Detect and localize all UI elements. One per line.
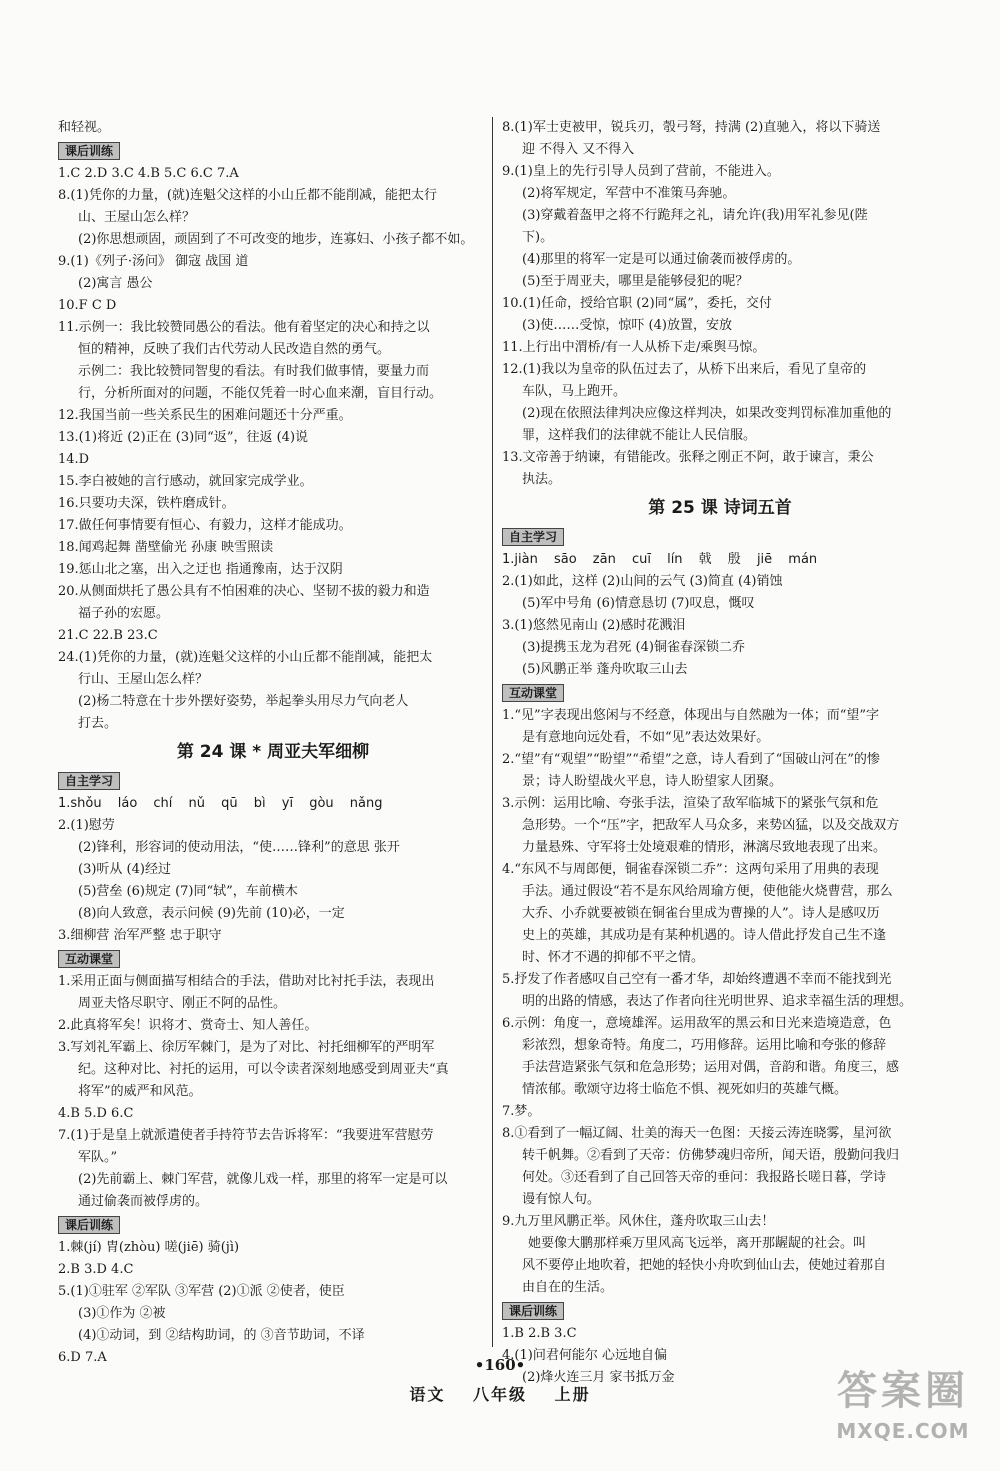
answer-line: 8.①看到了一幅辽阔、壮美的海天一色图：天接云涛连晓雾，星河欲 — [502, 1126, 892, 1141]
section-header-wrap — [58, 1213, 488, 1237]
answer-line: 和轻视。 — [58, 120, 111, 135]
answer-line: 11.示例一：我比较赞同愚公的看法。他有着坚定的决心和持之以 — [58, 320, 430, 335]
answer-line: 8.(1)凭你的力量，(就)连魁父这样的小山丘都不能削减，能把太行 — [58, 188, 437, 203]
answer-line: (2)锋利，形容词的使动用法，“使……锋利”的意思 张开 — [78, 840, 400, 855]
page-number: •160• — [474, 1356, 526, 1374]
answer-line: 4.(1)问君何能尔 心远地自偏 — [502, 1348, 667, 1363]
section-header: 自主学习 — [58, 772, 120, 790]
section-header-wrap — [58, 139, 488, 163]
answer-line: 通过偷袭而被俘虏的。 — [78, 1194, 209, 1209]
answer-line: (3)①作为 ②被 — [78, 1306, 166, 1321]
answer-line: 13.(1)将近 (2)正在 (3)同“返”，往返 (4)说 — [58, 430, 309, 445]
answer-line: 1.C 2.D 3.C 4.B 5.C 6.C 7.A — [58, 166, 239, 181]
footer-volume: 上册 — [554, 1385, 591, 1404]
watermark-url: MXQE.COM — [836, 1419, 970, 1443]
answer-line: 由自在的生活。 — [522, 1280, 614, 1295]
answer-line: 9.九万里风鹏正举。风休住，蓬舟吹取三山去！ — [502, 1214, 775, 1229]
section-header-wrap — [502, 1299, 938, 1323]
answer-line: (5)军中号角 (6)情意恳切 (7)叹息，慨叹 — [522, 596, 755, 611]
answer-line: 2.“望”有“观望”“盼望”“希望”之意，诗人看到了“国破山河在”的惨 — [502, 752, 880, 767]
answer-line: 手法营造紧张气氛和危急形势；运用对偶，音韵和谐。角度三，感 — [522, 1060, 900, 1075]
answer-line: 2.此真将军矣！识将才、赏奇士、知人善任。 — [58, 1018, 318, 1033]
answer-line: 8.(1)军士吏被甲，锐兵刃，彀弓弩，持满 (2)直驰入，将以下骑送 — [502, 120, 881, 135]
answer-line: 24.(1)凭你的力量，(就)连魁父这样的小山丘都不能削减，能把太 — [58, 650, 433, 665]
answer-line: 她要像大鹏那样乘万里风高飞远举，离开那龌龊的社会。叫 — [528, 1236, 867, 1251]
answer-line: (5)风鹏正举 蓬舟吹取三山去 — [522, 662, 688, 677]
watermark-text: 答案圈 — [837, 1368, 969, 1414]
answer-line: 14.D — [58, 452, 90, 467]
answer-line: 7.(1)于是皇上就派遣使者手持符节去告诉将军：“我要进军营慰劳 — [58, 1128, 434, 1143]
answer-line: 1.jiàn sāo zān cuī lín 戟 殷 jiē mán — [502, 552, 818, 567]
answer-line: 军队。” — [78, 1150, 118, 1165]
footer-grade: 八年级 — [472, 1385, 527, 1404]
answer-line: 打去。 — [78, 716, 118, 731]
answer-line: 手法。通过假设“若不是东风给周瑜方便，使他能火烧曹营，那么 — [522, 884, 893, 899]
answer-line: 纪。这种对比、衬托的运用，可以令读者深刻地感受到周亚夫“真 — [78, 1062, 449, 1077]
answer-line: 4.B 5.D 6.C — [58, 1106, 134, 1121]
answer-line: 风不要停止地吹着，把她的轻快小舟吹到仙山去，使她过着那自 — [522, 1258, 887, 1273]
answer-line: 9.(1)皇上的先行引导人员到了营前，不能进入。 — [502, 164, 780, 179]
answer-line: 力量悬殊、守军将士处境艰难的情形，淋漓尽致地表现了出来。 — [522, 840, 887, 855]
answer-line: 车队，马上跑开。 — [522, 384, 627, 399]
answer-line: 明的出路的情感，表达了作者向往光明世界、追求幸福生活的理想。 — [522, 994, 913, 1009]
answer-line: 示例二：我比较赞同智叟的看法。有时我们做事情，要量力而 — [78, 364, 430, 379]
answer-line: 1.棘(jí) 胄(zhòu) 嗟(jiē) 骑(jì) — [58, 1240, 240, 1255]
answer-line: 2.(1)如此，这样 (2)山间的云气 (3)简直 (4)销蚀 — [502, 574, 783, 589]
answer-line: 谩有惊人句。 — [522, 1192, 601, 1207]
answer-line: 3.示例：运用比喻、夸张手法，渲染了敌军临城下的紧张气氛和危 — [502, 796, 879, 811]
answer-line: 景；诗人盼望战火平息，诗人盼望家人团聚。 — [522, 774, 783, 789]
section-header: 互动课堂 — [502, 684, 564, 702]
answer-line: 2.B 3.D 4.C — [58, 1262, 134, 1277]
answer-line: (2)先前霸上、棘门军营，就像儿戏一样，那里的将军一定是可以 — [78, 1172, 448, 1187]
answer-line: 转千帆舞。②看到了天帝：仿佛梦魂归帝所，闻天语，殷勤问我归 — [522, 1148, 900, 1163]
answer-line: 7.梦。 — [502, 1104, 541, 1119]
answer-line: 6.示例：角度一，意境雄浑。运用敌军的黑云和日光来造境造意，色 — [502, 1016, 892, 1031]
answer-line: 9.(1)《列子·汤问》 御寇 战国 道 — [58, 254, 249, 269]
answer-line: 11.上行出中渭桥/有一人从桥下走/乘舆马惊。 — [502, 340, 766, 355]
section-header: 课后训练 — [58, 142, 120, 160]
answer-line: 3.细柳营 治军严整 忠于职守 — [58, 928, 222, 943]
answer-line: 10.(1)任命，授给官职 (2)同“属”，委托，交付 — [502, 296, 772, 311]
answer-line: 彩浓烈，想象奇特。角度二，巧用修辞。运用比喻和夸张的修辞 — [522, 1038, 887, 1053]
answer-line: (3)使……受惊，惊吓 (4)放置，安放 — [522, 318, 732, 333]
answer-line: 6.D 7.A — [58, 1350, 107, 1365]
section-header: 自主学习 — [502, 528, 564, 546]
answer-line: 5.(1)①驻军 ②军队 ③军营 (2)①派 ②使者，使臣 — [58, 1284, 345, 1299]
section-header-wrap — [58, 947, 488, 971]
answer-line: (8)向人致意，表示问候 (9)先前 (10)必，一定 — [78, 906, 345, 921]
lesson-title: 第 24 课 * 周亚夫军细柳 — [176, 742, 370, 762]
answer-line: 1.“见”字表现出悠闲与不经意，体现出与自然融为一体；而“望”字 — [502, 708, 879, 723]
answer-line: 福子孙的宏愿。 — [78, 606, 170, 621]
answer-line: 史上的英雄，其成功是有某种机遇的。诗人借此抒发自己生不逢 — [522, 928, 887, 943]
lesson-title: 第 25 课 诗词五首 — [648, 498, 792, 518]
answer-line: 恒的精神，反映了我们古代劳动人民改造自然的勇气。 — [78, 342, 391, 357]
answer-line: (2)寓言 愚公 — [78, 276, 153, 291]
answer-line: 行山、王屋山怎么样？ — [78, 672, 209, 687]
section-header-wrap — [502, 681, 938, 705]
answer-line: 1.shǒu láo chí nǔ qū bì yī gòu nǎng — [58, 796, 383, 811]
answer-line: (4)①动词，到 ②结构助词，的 ③音节助词，不译 — [78, 1328, 365, 1343]
answer-line: (2)烽火连三月 家书抵万金 — [522, 1370, 675, 1385]
answer-line: (5)营垒 (6)规定 (7)同“轼”，车前横木 — [78, 884, 298, 899]
section-header-wrap — [58, 769, 488, 793]
answer-line: 3.写刘礼军霸上、徐厉军棘门，是为了对比、衬托细柳军的严明军 — [58, 1040, 435, 1055]
answer-line: 将军”的威严和风范。 — [78, 1084, 202, 1099]
answer-line: 13.文帝善于纳谏，有错能改。张释之刚正不阿，敢于谏言，秉公 — [502, 450, 874, 465]
answer-line: 19.惩山北之塞，出入之迂也 指通豫南，达于汉阴 — [58, 562, 343, 577]
footer-subject: 语文 — [409, 1385, 446, 1404]
answer-line: 10.F C D — [58, 298, 117, 313]
answer-line: (3)提携玉龙为君死 (4)铜雀春深锁二乔 — [522, 640, 745, 655]
answer-line: (4)那里的将军一定是可以通过偷袭而被俘虏的。 — [522, 252, 801, 267]
answer-line: 4.“东风不与周郎便，铜雀春深锁二乔”：这两句采用了用典的表现 — [502, 862, 879, 877]
watermark-logo — [818, 1363, 988, 1463]
answer-line: 12.(1)我以为皇帝的队伍过去了，从桥下出来后，看见了皇帝的 — [502, 362, 867, 377]
answer-line: 周亚夫恪尽职守、刚正不阿的品性。 — [78, 996, 287, 1011]
answer-line: 12.我国当前一些关系民生的困难问题还十分严重。 — [58, 408, 352, 423]
section-header: 课后训练 — [58, 1216, 120, 1234]
answer-line: 20.从侧面烘托了愚公具有不怕困难的决心、坚韧不拔的毅力和造 — [58, 584, 430, 599]
answer-line: (3)穿戴着盔甲之将不行跪拜之礼，请允许(我)用军礼参见(陛 — [522, 208, 868, 223]
answer-line: 1.采用正面与侧面描写相结合的手法，借助对比衬托手法，表现出 — [58, 974, 435, 989]
section-header-wrap — [502, 525, 938, 549]
answer-line: (5)至于周亚夫，哪里是能够侵犯的呢？ — [522, 274, 749, 289]
answer-line: 1.B 2.B 3.C — [502, 1326, 577, 1341]
answer-line: 情浓郁。歌颂守边将士临危不惧、视死如归的英雄气概。 — [522, 1082, 848, 1097]
answer-line: 3.(1)悠然见南山 (2)感时花溅泪 — [502, 618, 686, 633]
answer-line: 16.只要功夫深，铁杵磨成针。 — [58, 496, 235, 511]
section-header: 课后训练 — [502, 1302, 564, 1320]
answer-line: (2)杨二特意在十步外摆好姿势，举起拳头用尽力气向老人 — [78, 694, 409, 709]
answer-line: 山、王屋山怎么样？ — [78, 210, 196, 225]
right-column — [502, 117, 938, 1389]
answer-line: 急形势。一个“压”字，把敌军人马众多，来势凶猛，以及交战双方 — [522, 818, 900, 833]
answer-line: 2.(1)慰劳 — [58, 818, 115, 833]
answer-line: 下)。 — [522, 230, 554, 245]
answer-line: 17.做任何事情要有恒心、有毅力，这样才能成功。 — [58, 518, 352, 533]
answer-line: (2)将军规定，军营中不准策马奔驰。 — [522, 186, 736, 201]
answer-line: 罪，这样我们的法律就不能让人民信服。 — [522, 428, 757, 443]
answer-line: 执法。 — [522, 472, 562, 487]
answer-line: (2)你思想顽固，顽固到了不可改变的地步，连寡妇、小孩子都不如。 — [78, 232, 474, 247]
section-header: 互动课堂 — [58, 950, 120, 968]
answer-line: 何处。③还看到了自己回答天帝的垂问：我报路长嗟日暮，学诗 — [522, 1170, 887, 1185]
answer-line: 行，分析所面对的问题，不能仅凭着一时心血来潮，盲目行动。 — [78, 386, 443, 401]
answer-line: 15.李白被她的言行感动，就回家完成学业。 — [58, 474, 313, 489]
answer-line: 是有意地向远处看，不如“见”表达效果好。 — [522, 730, 770, 745]
answer-line: (3)听从 (4)经过 — [78, 862, 171, 877]
answer-line: 5.抒发了作者感叹自己空有一番才华，却始终遭遇不幸而不能找到光 — [502, 972, 892, 987]
answer-line: (2)现在依照法律判决应像这样判决，如果改变判罚标准加重他的 — [522, 406, 892, 421]
answer-line: 大乔、小乔就要被锁在铜雀台里成为曹操的人”。诗人是感叹历 — [522, 906, 880, 921]
answer-line: 21.C 22.B 23.C — [58, 628, 158, 643]
answer-line: 18.闻鸡起舞 凿壁偷光 孙康 映雪照读 — [58, 540, 274, 555]
left-column — [58, 117, 488, 1369]
column-divider — [492, 117, 493, 1347]
answer-line: 迎 不得入 又不得入 — [522, 142, 635, 157]
answer-line: 时、怀才不遇的抑郁不平之情。 — [522, 950, 705, 965]
